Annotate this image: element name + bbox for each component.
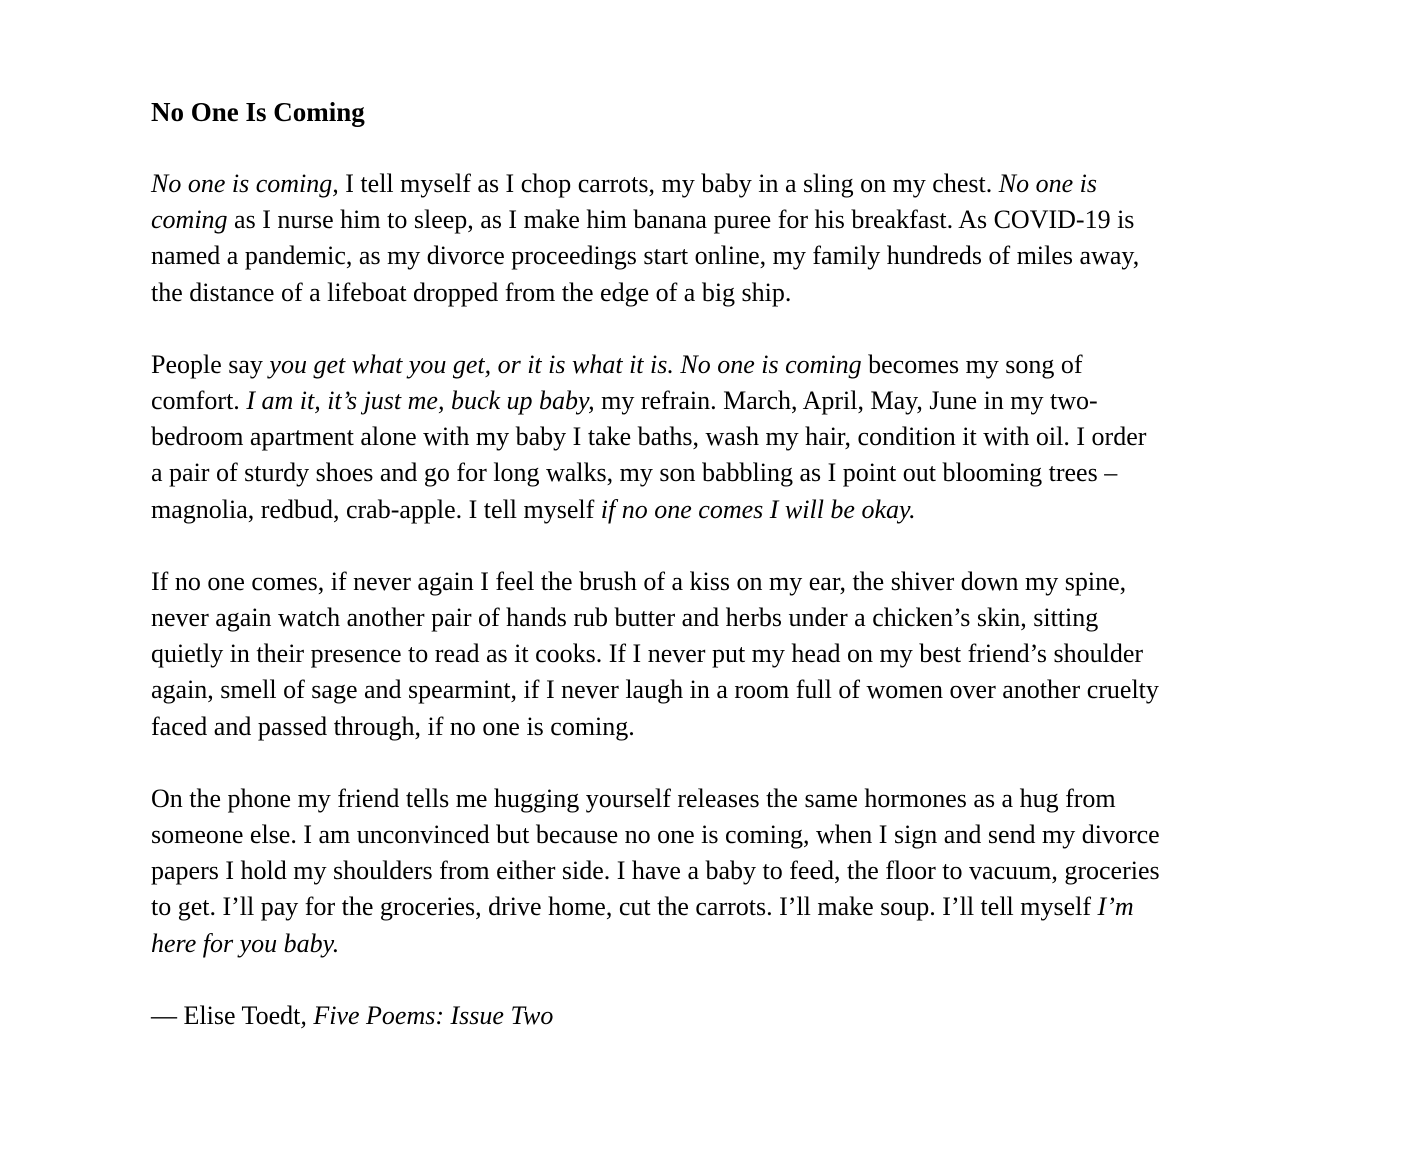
poem-stanza	[151, 564, 1261, 745]
poem-line	[151, 202, 1261, 238]
poem-line	[151, 853, 1261, 889]
poem-line	[151, 636, 1261, 672]
italic-text: here for you baby.	[151, 928, 340, 958]
body-text: someone else. I am unconvinced but because no one is coming, when I sign and send my divorce	[151, 820, 1160, 850]
italic-text: I’m	[1097, 892, 1134, 922]
poem-line	[151, 275, 1261, 311]
body-text: becomes my song of	[861, 349, 1083, 379]
attribution	[151, 998, 1261, 1034]
poem-line	[151, 781, 1261, 817]
body-text: again, smell of sage and spearmint, if I never laugh in a room full of women over another cruelty	[151, 675, 1159, 705]
poem-line	[151, 419, 1261, 455]
body-text: a pair of sturdy shoes and go for long walks, my son babbling as I point out blooming trees –	[151, 458, 1118, 488]
document-page	[151, 94, 1261, 1034]
poem-line	[151, 817, 1261, 853]
body-text: papers I hold my shoulders from either side. I have a baby to feed, the floor to vacuum, groceries	[151, 856, 1160, 886]
poem-line	[151, 672, 1261, 708]
poem-stanza	[151, 347, 1261, 528]
poem-line	[151, 455, 1261, 491]
body-text: as I nurse him to sleep, as I make him banana puree for his breakfast. As COVID-19 is	[227, 205, 1135, 235]
body-text: People say	[151, 349, 270, 379]
poem-stanza	[151, 166, 1261, 311]
author-name: — Elise Toedt	[151, 1000, 301, 1030]
poem-title: No One Is Coming	[151, 97, 365, 127]
body-text: faced and passed through, if no one is coming.	[151, 711, 635, 741]
body-text: my refrain. March, April, May, June in my two-	[594, 386, 1098, 416]
poem-line	[151, 564, 1261, 600]
body-text: If no one comes, if never again I feel the brush of a kiss on my ear, the shiver down my spine,	[151, 566, 1127, 596]
poem-line	[151, 347, 1261, 383]
italic-text: No one is	[998, 169, 1097, 198]
italic-text: No one is coming,	[151, 169, 339, 198]
body-text: comfort.	[151, 386, 247, 416]
poem-line	[151, 238, 1261, 274]
poem-line	[151, 926, 1261, 962]
italic-text: coming	[151, 205, 228, 235]
italic-text: you get what you get, or it is what it is. No one is coming	[269, 349, 862, 379]
poem-line	[151, 492, 1261, 528]
body-text: named a pandemic, as my divorce proceedings start online, my family hundreds of miles away,	[151, 241, 1140, 271]
poem-line	[151, 709, 1261, 745]
italic-text: if no one comes I will be okay.	[600, 494, 916, 524]
italic-text: I am it, it’s just me, buck up baby,	[246, 386, 595, 416]
poem-body	[151, 166, 1261, 962]
source-title: , Five Poems: Issue Two	[300, 1000, 554, 1030]
poem-line	[151, 600, 1261, 636]
poem-line	[151, 889, 1261, 925]
body-text: I tell myself as I chop carrots, my baby in a sling on my chest.	[338, 169, 999, 198]
body-text: to get. I’ll pay for the groceries, drive home, cut the carrots. I’ll make soup. I’ll tell myself	[151, 892, 1098, 922]
body-text: quietly in their presence to read as it cooks. If I never put my head on my best friend’s shoulder	[151, 639, 1144, 669]
body-text: magnolia, redbud, crab-apple. I tell myself	[151, 494, 601, 524]
body-text: bedroom apartment alone with my baby I take baths, wash my hair, condition it with oil. I order	[151, 422, 1147, 452]
body-text: On the phone my friend tells me hugging yourself releases the same hormones as a hug from	[151, 783, 1116, 813]
poem-stanza	[151, 781, 1261, 962]
body-text: never again watch another pair of hands rub butter and herbs under a chicken’s skin, sitting	[151, 603, 1099, 633]
poem-line	[151, 383, 1261, 419]
poem-line	[151, 166, 1261, 202]
body-text: the distance of a lifeboat dropped from the edge of a big ship.	[151, 277, 792, 307]
